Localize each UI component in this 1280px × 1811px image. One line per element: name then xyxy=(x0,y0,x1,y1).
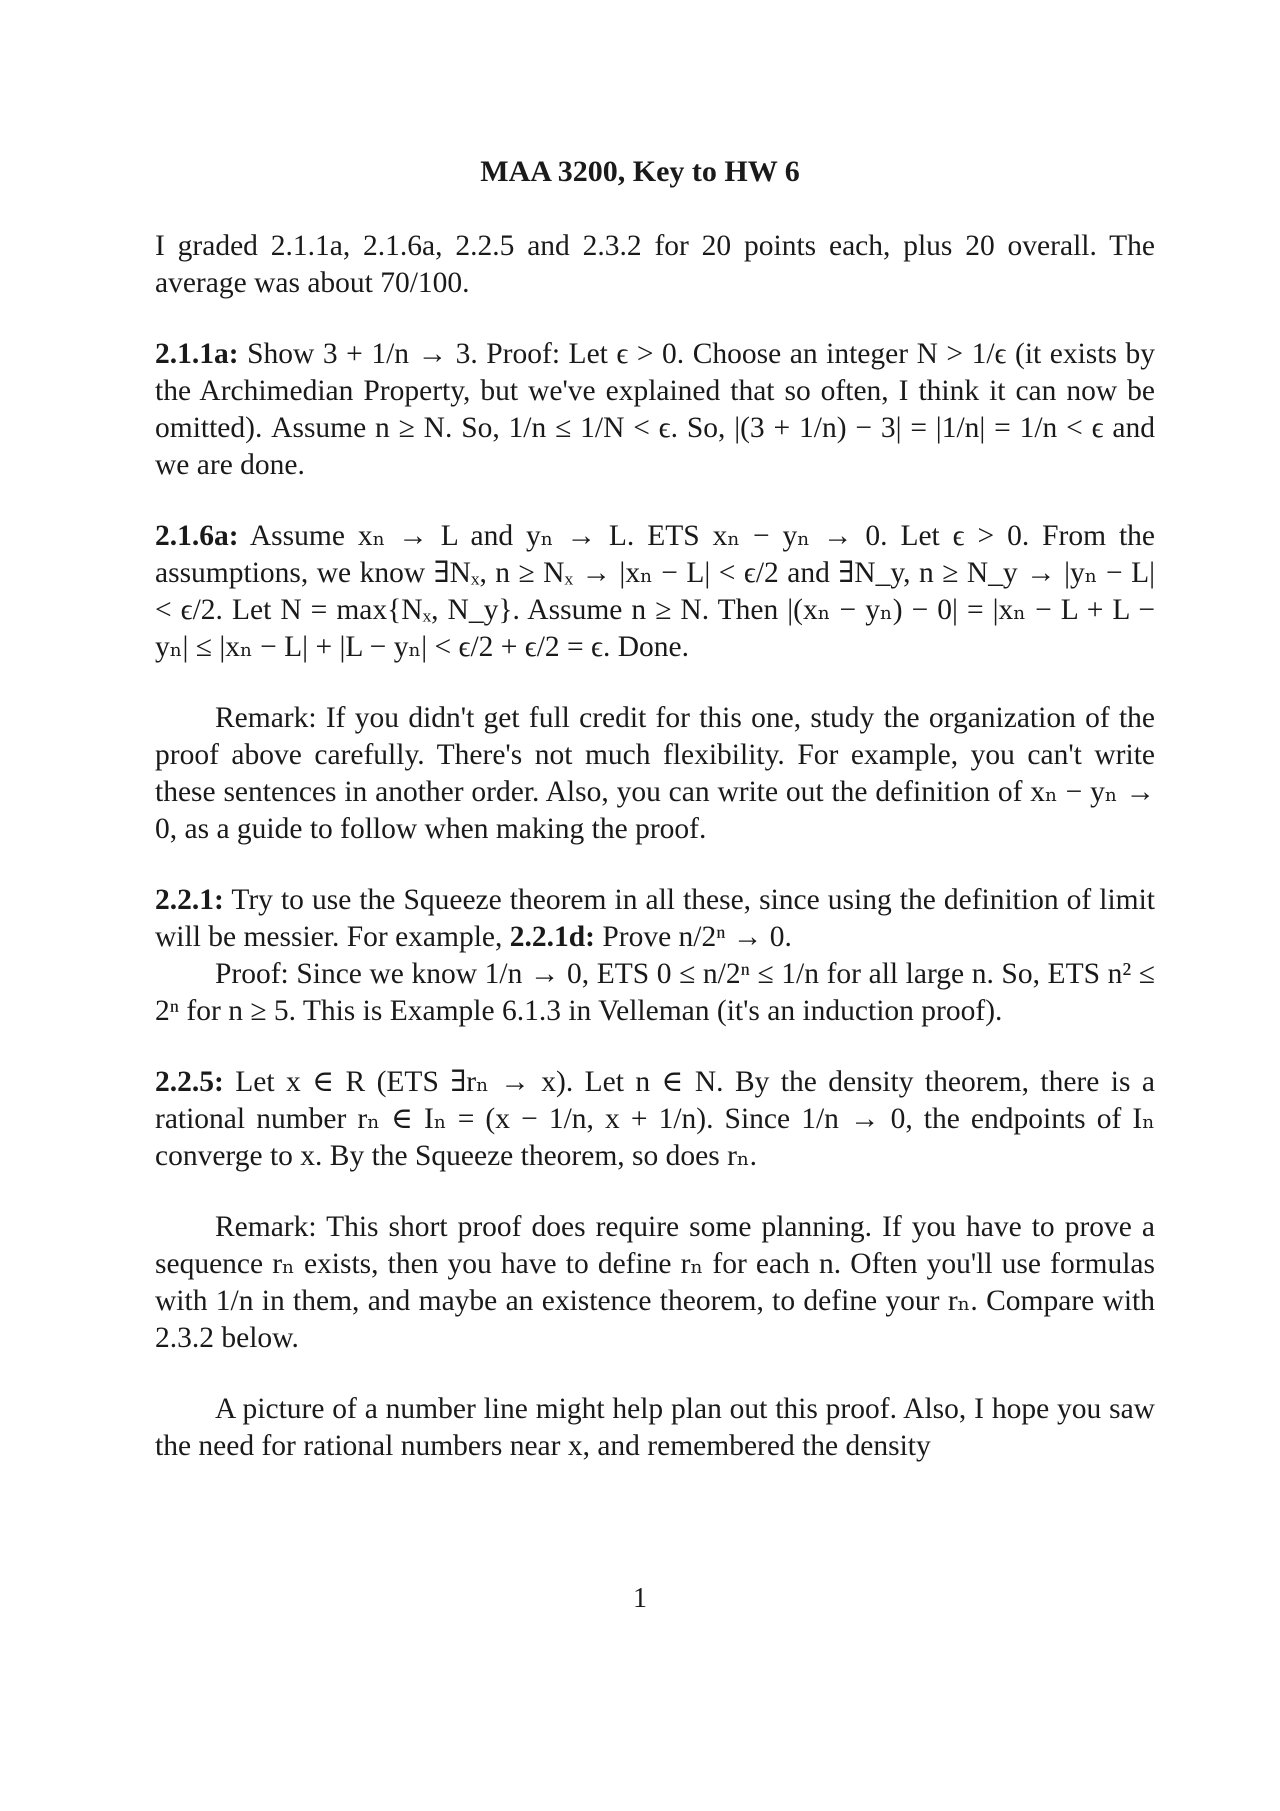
paragraph-remark-1 xyxy=(155,700,1155,848)
problem-label: 2.2.5: xyxy=(155,1066,224,1098)
problem-label-2-2-1d: 2.2.1d: xyxy=(509,921,595,953)
paragraph-text: Assume xₙ → L and yₙ → L. ETS xₙ − yₙ → 0. Let ϵ > 0. From the assumptions, we know ∃Nₓ, n ≥ Nₓ → |xₙ − L| < ϵ/2 and ∃N_y, n ≥ N_y → |yₙ − L| < ϵ/2. Let N = max{Nₓ, N_y}. Assume n ≥ N. Then |(xₙ − yₙ) − 0| = |xₙ − L + L − yₙ| ≤ |xₙ − L| + |L − yₙ| < ϵ/2 + ϵ/2 = ϵ. Done. xyxy=(155,520,1156,663)
problem-label: 2.2.1: xyxy=(155,884,224,916)
document-body xyxy=(155,228,1155,1499)
paragraph-text: Remark: If you didn't get full credit for this one, study the organization of the proof above carefully. There's not much flexibility. For example, you can't write these sentences in another order. Also, you can write out the definition of xₙ − yₙ → 0, as a guide to follow when making the proof. xyxy=(155,702,1155,845)
paragraph-remark-2 xyxy=(155,1209,1155,1357)
paragraph-text-2: Prove n/2ⁿ → 0. xyxy=(602,921,792,953)
paragraph-2-2-1 xyxy=(155,882,1155,956)
paragraph-text: Remark: This short proof does require some planning. If you have to prove a sequence rₙ exists, then you have to define rₙ for each n. Often you'll use formulas with 1/n in them, and maybe an existence theorem, to define your rₙ. Compare with 2.3.2 below. xyxy=(155,1211,1155,1354)
paragraph-2-2-5 xyxy=(155,1064,1155,1175)
paragraph-text: Let x ∈ R (ETS ∃rₙ → x). Let n ∈ N. By the density theorem, there is a rational number rₙ ∈ Iₙ = (x − 1/n, x + 1/n). Since 1/n → 0, the endpoints of Iₙ converge to x. By the Squeeze theorem, so does rₙ. xyxy=(155,1066,1155,1172)
problem-label: 2.1.1a: xyxy=(155,338,239,370)
paragraph-text: A picture of a number line might help plan out this proof. Also, I hope you saw the need for rational numbers near x, and remembered the density xyxy=(155,1393,1155,1462)
document-title: MAA 3200, Key to HW 6 xyxy=(480,155,800,188)
paragraph-text: Show 3 + 1/n → 3. Proof: Let ϵ > 0. Choose an integer N > 1/ϵ (it exists by the Archimedian Property, but we've explained that so often, I think it can now be omitted). Assume n ≥ N. So, 1/n ≤ 1/N < ϵ. So, |(3 + 1/n) − 3| = |1/n| = 1/n < ϵ and we are done. xyxy=(155,338,1156,481)
paragraph-number-line xyxy=(155,1391,1155,1465)
paragraph-2-1-6a xyxy=(155,518,1155,666)
paragraph-text: I graded 2.1.1a, 2.1.6a, 2.2.5 and 2.3.2 for 20 points each, plus 20 overall. The average was about 70/100. xyxy=(155,230,1155,299)
paragraph-grading-summary xyxy=(155,228,1155,302)
problem-label: 2.1.6a: xyxy=(155,520,239,552)
paragraph-proof-2-2-1d xyxy=(155,956,1155,1030)
page-number: 1 xyxy=(633,1583,647,1614)
paragraph-2-1-1a xyxy=(155,336,1155,484)
paragraph-text: Proof: Since we know 1/n → 0, ETS 0 ≤ n/2ⁿ ≤ 1/n for all large n. So, ETS n² ≤ 2ⁿ for n ≥ 5. This is Example 6.1.3 in Velleman (it's an induction proof). xyxy=(155,958,1155,1027)
paragraph-text: Try to use the Squeeze theorem in all these, since using the definition of limit will be messier. For example, xyxy=(155,884,1155,953)
